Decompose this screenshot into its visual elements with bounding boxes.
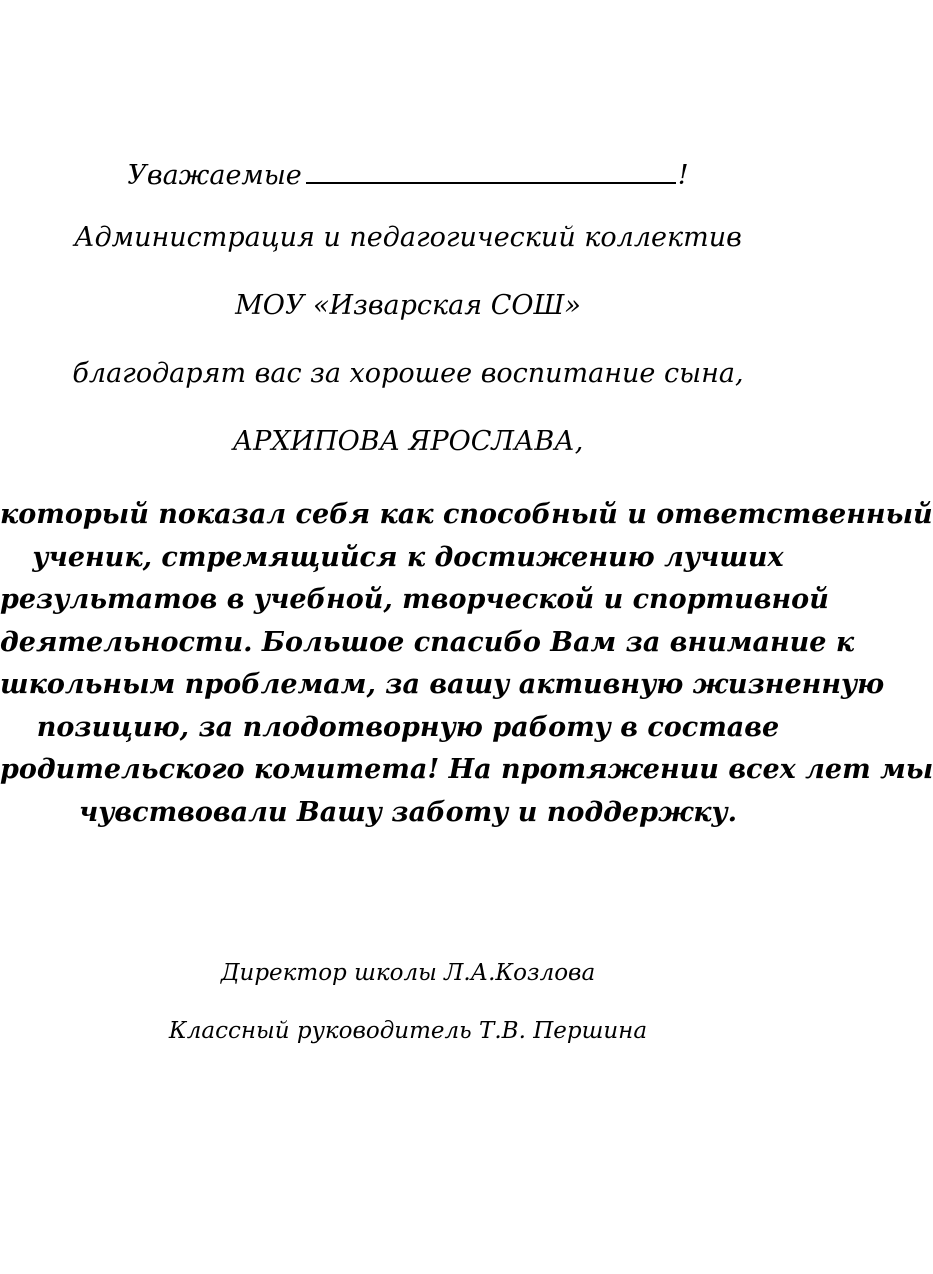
body-line: ученик, стремящийся к достижению лучших [32,541,784,573]
greeting-suffix: ! [677,160,689,191]
body-line: родительского комитета! На протяжении всех лет мы [0,754,933,785]
body-line: позицию, за плодотворную работу в составе [36,711,780,743]
greeting-prefix: Уважаемые [127,160,302,191]
greeting-line [0,158,816,192]
body-line: который показал себя как способный и ответственный [0,499,933,530]
student-name: АРХИПОВА ЯРОСЛАВА, [232,426,584,457]
recipient-blank-line [306,158,676,184]
intro-line-school-name: МОУ «Изварская СОШ» [235,290,581,321]
body-line: школьным проблемам, за вашу активную жизненную [0,669,885,700]
signature-class-teacher: Классный руководитель Т.В. Першина [168,1018,648,1044]
body-line: чувствовали Вашу заботу и поддержку. [78,796,738,828]
letter-body [0,494,933,834]
intro-line-gratitude: благодарят вас за хорошее воспитание сына, [72,358,744,389]
intro-line-administration: Администрация и педагогический коллектив [74,222,742,253]
body-line: деятельности. Большое спасибо Вам за внимание к [0,626,855,658]
body-line: результатов в учебной, творческой и спортивной [0,584,829,615]
signature-director: Директор школы Л.А.Козлова [220,960,596,986]
